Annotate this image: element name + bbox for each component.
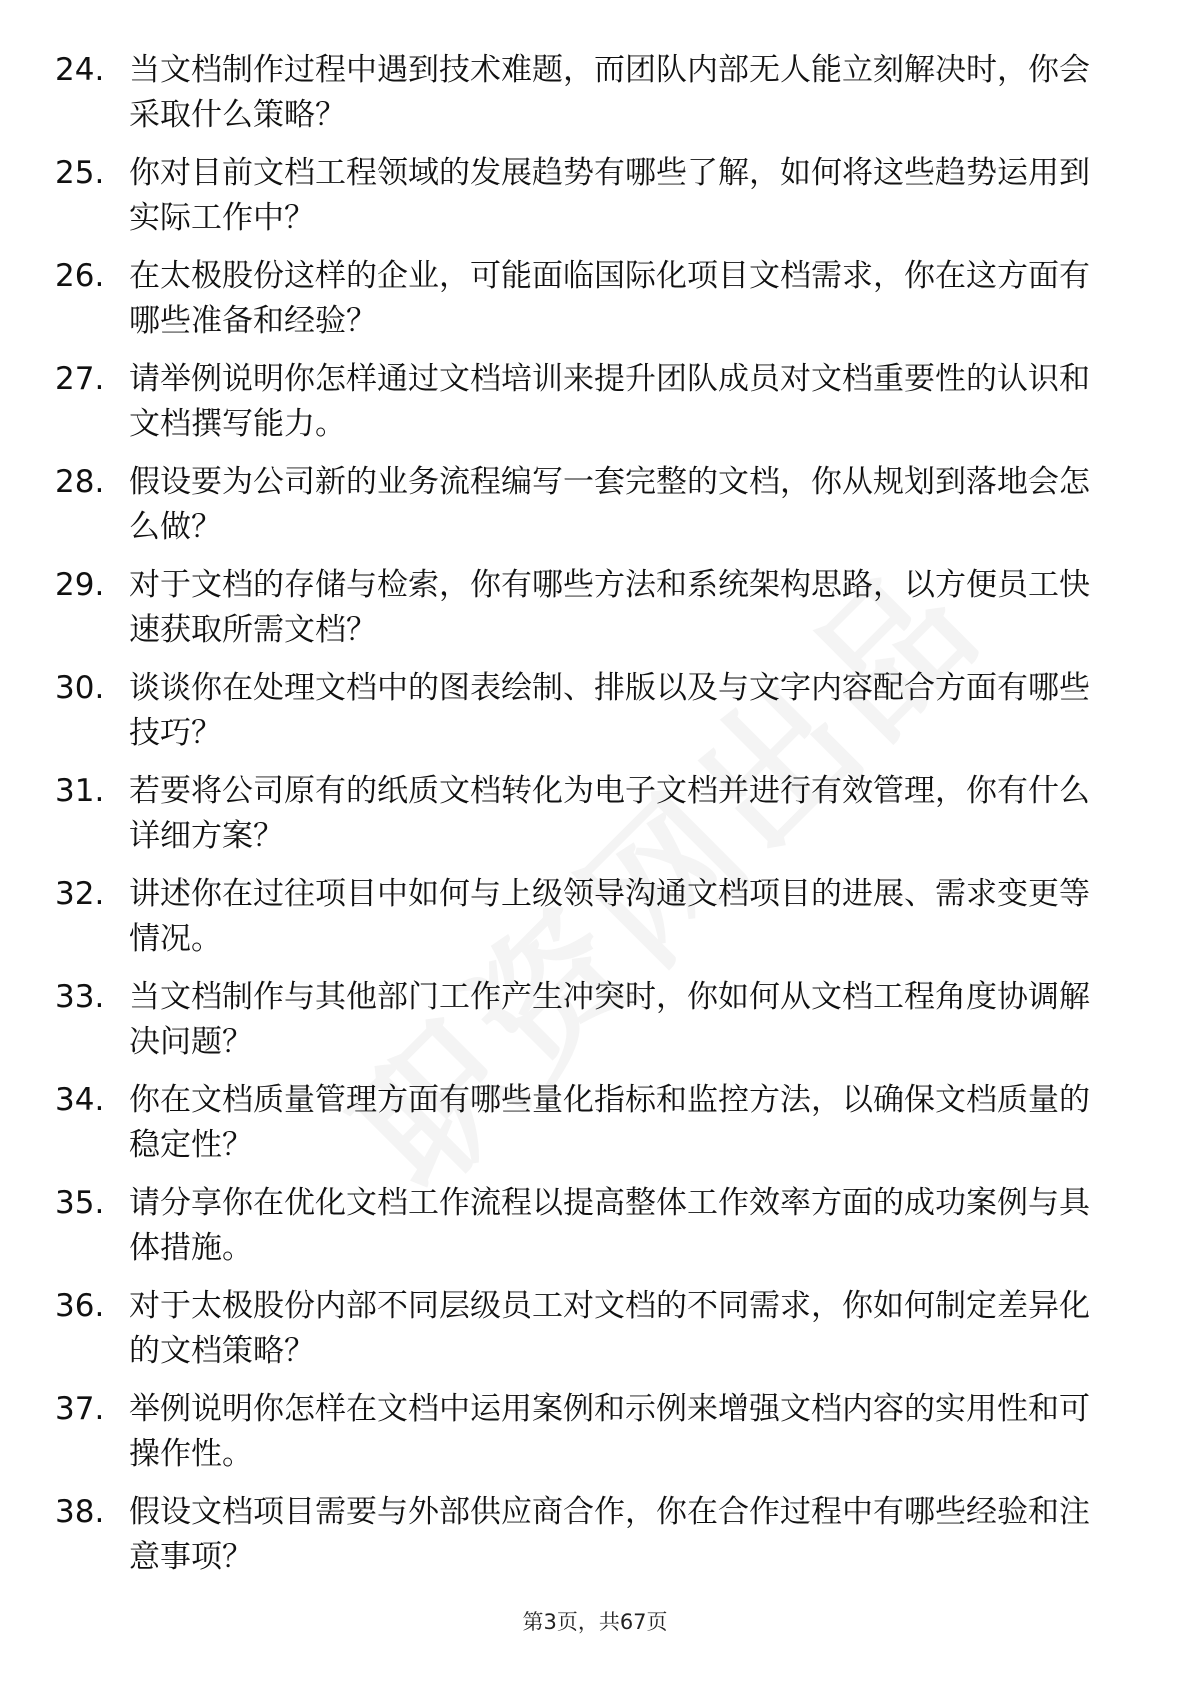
question-text: 请分享你在优化文档工作流程以提高整体工作效率方面的成功案例与具体措施。 <box>129 1185 1090 1266</box>
question-number: 35. <box>55 1185 105 1221</box>
question-number: 37. <box>55 1391 105 1427</box>
question-text: 在太极股份这样的企业，可能面临国际化项目文档需求，你在这方面有哪些准备和经验？ <box>129 258 1090 339</box>
question-item <box>0 872 1190 962</box>
question-text: 若要将公司原有的纸质文档转化为电子文档并进行有效管理，你有什么详细方案？ <box>129 773 1090 854</box>
question-text: 讲述你在过往项目中如何与上级领导沟通文档项目的进展、需求变更等情况。 <box>129 876 1090 957</box>
question-number: 26. <box>55 258 105 294</box>
question-number: 25. <box>55 155 105 191</box>
question-text: 假设要为公司新的业务流程编写一套完整的文档，你从规划到落地会怎么做？ <box>129 464 1090 545</box>
question-number: 32. <box>55 876 105 912</box>
question-item <box>0 48 1190 138</box>
question-item <box>0 1181 1190 1271</box>
question-text: 你对目前文档工程领域的发展趋势有哪些了解，如何将这些趋势运用到实际工作中？ <box>129 155 1090 236</box>
page-number-footer: 第3页，共67页 <box>522 1610 668 1634</box>
question-number: 38. <box>55 1494 105 1530</box>
question-number: 31. <box>55 773 105 809</box>
question-number: 27. <box>55 361 105 397</box>
question-number: 30. <box>55 670 105 706</box>
question-item <box>0 151 1190 241</box>
question-item <box>0 1284 1190 1374</box>
question-item <box>0 769 1190 859</box>
question-text: 假设文档项目需要与外部供应商合作，你在合作过程中有哪些经验和注意事项？ <box>129 1494 1090 1575</box>
question-text: 对于文档的存储与检索，你有哪些方法和系统架构思路，以方便员工快速获取所需文档？ <box>129 567 1090 648</box>
question-item <box>0 460 1190 550</box>
question-text: 举例说明你怎样在文档中运用案例和示例来增强文档内容的实用性和可操作性。 <box>129 1391 1090 1472</box>
question-number: 33. <box>55 979 105 1015</box>
question-item <box>0 1490 1190 1580</box>
question-item <box>0 975 1190 1065</box>
question-item <box>0 563 1190 653</box>
question-number: 34. <box>55 1082 105 1118</box>
question-text: 请举例说明你怎样通过文档培训来提升团队成员对文档重要性的认识和文档撰写能力。 <box>129 361 1090 442</box>
question-item <box>0 254 1190 344</box>
question-text: 你在文档质量管理方面有哪些量化指标和监控方法，以确保文档质量的稳定性？ <box>129 1082 1090 1163</box>
question-number: 29. <box>55 567 105 603</box>
question-number: 36. <box>55 1288 105 1324</box>
question-item <box>0 1387 1190 1477</box>
question-text: 对于太极股份内部不同层级员工对文档的不同需求，你如何制定差异化的文档策略？ <box>129 1288 1090 1369</box>
question-number: 24. <box>55 52 105 88</box>
question-text: 当文档制作过程中遇到技术难题，而团队内部无人能立刻解决时，你会采取什么策略？ <box>129 52 1090 133</box>
question-number: 28. <box>55 464 105 500</box>
question-item <box>0 1078 1190 1168</box>
question-item <box>0 357 1190 447</box>
question-item <box>0 666 1190 756</box>
question-text: 当文档制作与其他部门工作产生冲突时，你如何从文档工程角度协调解决问题？ <box>129 979 1090 1060</box>
question-text: 谈谈你在处理文档中的图表绘制、排版以及与文字内容配合方面有哪些技巧？ <box>129 670 1090 751</box>
